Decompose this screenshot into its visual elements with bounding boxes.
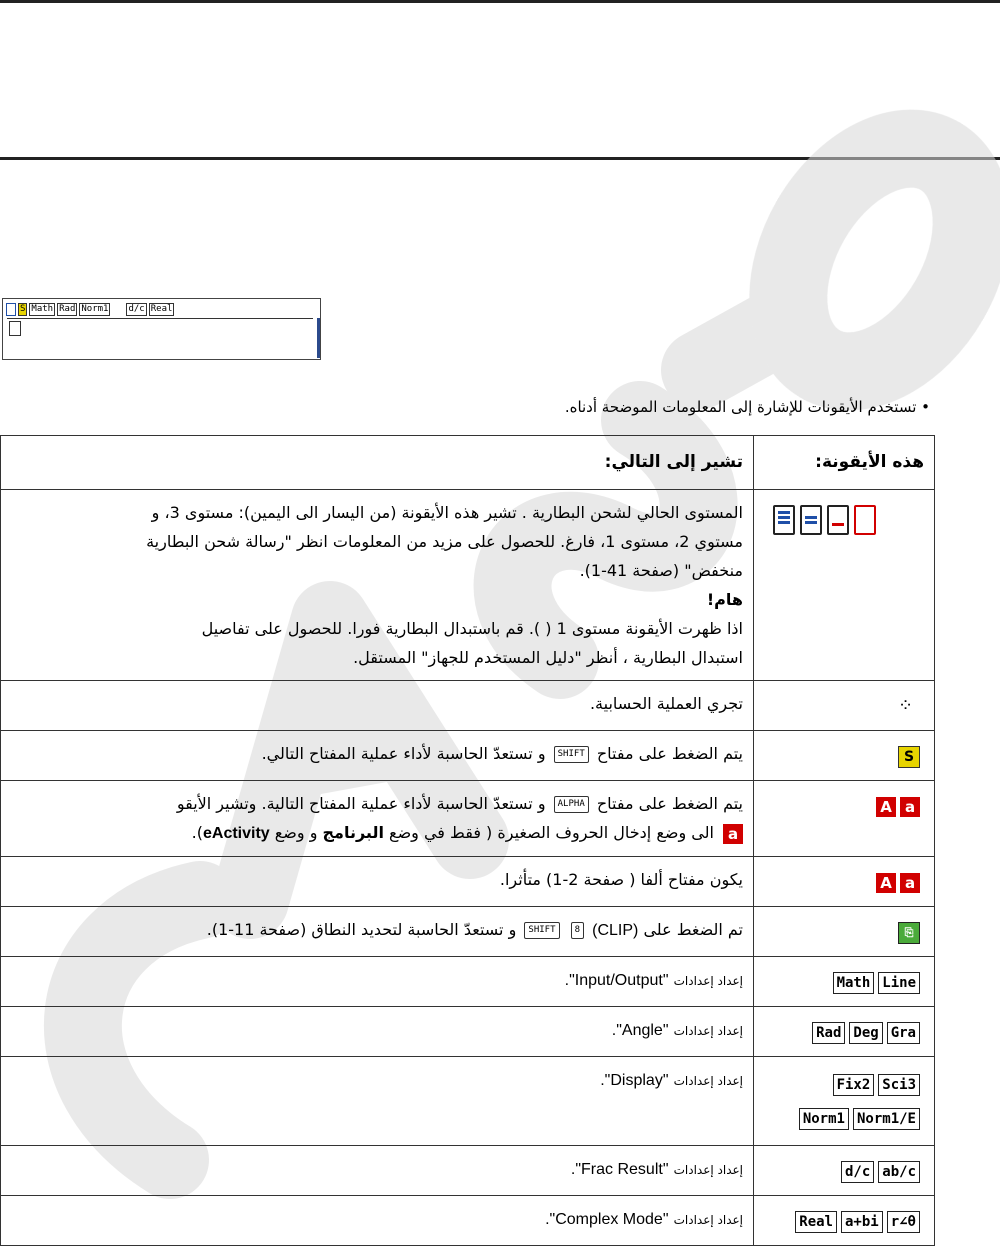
- sci3-tag: Sci3: [878, 1074, 920, 1096]
- status-rad: Rad: [59, 304, 76, 314]
- battery-line-2: مستوي 2، مستوى 1، فارغ. للحصول على مزيد من المعلومات انظر "رسالة شحن البطارية: [146, 532, 743, 551]
- battery-line-1: المستوى الحالي لشحن البطارية . تشير هذه الأيقونة (من اليسار الى اليمين): مستوى 3، و: [151, 503, 743, 522]
- top-rule: [0, 0, 1000, 3]
- angle-icon-cell: [754, 1007, 935, 1057]
- alpha-line2-end: ).: [191, 823, 203, 842]
- io-prefix: إعداد إعدادات: [673, 974, 743, 988]
- dc-tag: d/c: [841, 1161, 874, 1183]
- alpha-line2-latin: eActivity: [202, 825, 270, 842]
- rad-tag: Rad: [812, 1022, 845, 1044]
- table-row: [1, 1007, 935, 1057]
- frac-meaning: [1, 1146, 754, 1196]
- input-cursor: [9, 321, 21, 336]
- calculator-screen: [2, 298, 321, 360]
- shift-text-b: و تستعدّ الحاسبة لأداء عملية المفتاح التالي.: [261, 744, 546, 763]
- table-row: [1, 681, 935, 731]
- alpha-lock-lower-icon: a: [900, 873, 920, 893]
- battery-icon: [6, 303, 16, 316]
- busy-spinner-icon: ⁘: [898, 695, 914, 716]
- alpha-line2-b: و وضع: [274, 823, 318, 842]
- complex-prefix: إعداد إعدادات: [673, 1213, 743, 1227]
- frac-prefix: إعداد إعدادات: [673, 1163, 743, 1177]
- alpha-lock-upper-icon: A: [876, 873, 896, 893]
- table-row: [1, 1057, 935, 1146]
- clip-text-b: و تستعدّ الحاسبة لتحديد النطاق (صفحة 11-1).: [206, 920, 517, 939]
- clip-icon-cell: [754, 907, 935, 957]
- alpha-lower-icon: a: [900, 797, 920, 817]
- status-shift: S: [20, 304, 26, 314]
- table-row: [1, 781, 935, 857]
- battery-level2-icon: [800, 505, 822, 535]
- rtheta-tag: r∠θ: [887, 1211, 920, 1233]
- clip-icon: ⎘: [898, 922, 920, 944]
- status-math: Math: [31, 304, 54, 314]
- display-setting: "Display".: [600, 1072, 669, 1089]
- status-complex: Real: [150, 304, 173, 314]
- clip-text-clip: (CLIP): [592, 922, 639, 939]
- frac-icon-cell: [754, 1146, 935, 1196]
- section-rule: [0, 157, 1000, 160]
- intro-text: • تستخدم الأيقونات للإشارة إلى المعلومات الموضحة أدناه.: [564, 398, 930, 416]
- battery-line-3: منخفض" (صفحة 41-1).: [579, 561, 743, 580]
- gra-tag: Gra: [887, 1022, 920, 1044]
- shift-text-a: يتم الضغط على مفتاح: [596, 744, 743, 763]
- alpha-line2-a: الى وضع إدخال الحروف الصغيرة ( فقط في وضع: [389, 823, 714, 842]
- clip-meaning: [1, 907, 754, 957]
- alpha-lower-inline-icon: a: [723, 824, 743, 844]
- alpha-lock-icon-cell: [754, 857, 935, 907]
- status-bar: [6, 303, 174, 316]
- clip-text-a: تم الضغط على: [643, 920, 743, 939]
- header-icon: هذه الأيقونة:: [754, 436, 935, 490]
- shift-key-icon: SHIFT: [554, 746, 589, 763]
- table-row: [1, 1196, 935, 1246]
- display-icon-cell: [754, 1057, 935, 1146]
- table-row: [1, 957, 935, 1007]
- clip-shift-key-icon: SHIFT: [524, 922, 559, 939]
- table-row: [1, 490, 935, 681]
- alpha-icon-cell: [754, 781, 935, 857]
- alpha-line2-bold: البرنامج: [322, 823, 384, 842]
- angle-setting: "Angle".: [611, 1022, 669, 1039]
- status-frac: d/c: [128, 304, 145, 314]
- abc-tag: ab/c: [878, 1161, 920, 1183]
- battery-level1-icon: [827, 505, 849, 535]
- deg-tag: Deg: [849, 1022, 882, 1044]
- important-line-2: استبدال البطارية ، أنظر "دليل المستخدم للجهاز" المستقل.: [353, 648, 743, 667]
- calc-meaning: تجري العملية الحسابية.: [1, 681, 754, 731]
- fix2-tag: Fix2: [833, 1074, 875, 1096]
- table-row: [1, 1146, 935, 1196]
- header-meaning: تشير إلى التالي:: [1, 436, 754, 490]
- icon-table: [0, 435, 935, 1246]
- table-row: [1, 857, 935, 907]
- display-meaning: [1, 1057, 754, 1146]
- status-norm: Norm1: [81, 304, 109, 314]
- alpha-lock-meaning: يكون مفتاح ألفا ( صفحة 2-1) متأثرا.: [1, 857, 754, 907]
- shift-icon-cell: [754, 731, 935, 781]
- norm1-tag: Norm1: [799, 1108, 849, 1130]
- alpha-text-b: و تستعدّ الحاسبة لأداء عملية المفتاح التالية. وتشير الأيقو: [176, 794, 546, 813]
- io-meaning: [1, 957, 754, 1007]
- shift-s-icon: S: [898, 746, 920, 768]
- alpha-upper-icon: A: [876, 797, 896, 817]
- io-setting: "Input/Output".: [564, 972, 669, 989]
- real-tag: Real: [795, 1211, 837, 1233]
- table-row: [1, 907, 935, 957]
- shift-meaning: [1, 731, 754, 781]
- complex-icon-cell: [754, 1196, 935, 1246]
- battery-meaning: [1, 490, 754, 681]
- complex-meaning: [1, 1196, 754, 1246]
- alpha-text-a: يتم الضغط على مفتاح: [596, 794, 743, 813]
- display-prefix: إعداد إعدادات: [673, 1074, 743, 1088]
- key-8-icon: 8: [571, 922, 584, 939]
- norm1e-tag: Norm1/E: [853, 1108, 920, 1130]
- line-tag: Line: [878, 972, 920, 994]
- io-icon-cell: [754, 957, 935, 1007]
- angle-prefix: إعداد إعدادات: [673, 1024, 743, 1038]
- alpha-key-icon: ALPHA: [554, 796, 589, 813]
- battery-level3-icon: [773, 505, 795, 535]
- abi-tag: a+bi: [841, 1211, 883, 1233]
- table-header-row: [1, 436, 935, 490]
- frac-setting: "Frac Result".: [570, 1161, 669, 1178]
- math-tag: Math: [833, 972, 875, 994]
- battery-icons: [754, 490, 935, 681]
- important-line-1: اذا ظهرت الأيقونة مستوى 1 ( ). قم باستبدال البطارية فورا. للحصول على تفاصيل: [201, 619, 743, 638]
- angle-meaning: [1, 1007, 754, 1057]
- table-row: [1, 731, 935, 781]
- alpha-meaning: [1, 781, 754, 857]
- important-title: هام!: [706, 590, 743, 609]
- calc-icon-cell: [754, 681, 935, 731]
- complex-setting: "Complex Mode".: [545, 1211, 669, 1228]
- screen-scrollbar: [317, 318, 320, 358]
- battery-empty-icon: [854, 505, 876, 535]
- screen-divider: [7, 318, 313, 319]
